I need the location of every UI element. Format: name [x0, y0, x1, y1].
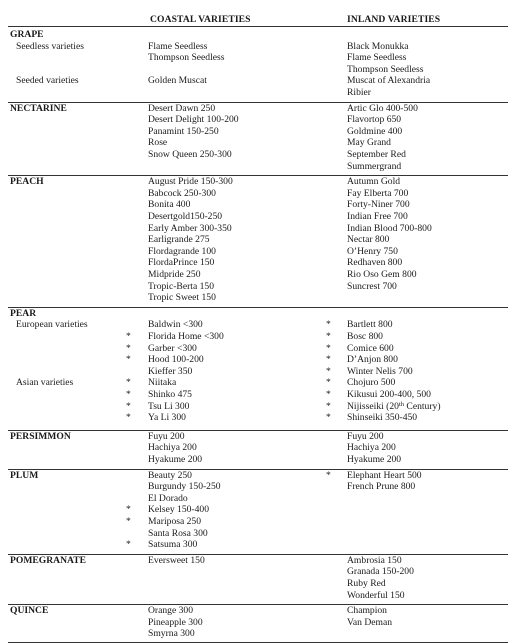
- inland-variety-text: D’Anjon 800: [347, 354, 398, 365]
- variety-row: [0, 590, 520, 602]
- coastal-variety: Kieffer 350: [148, 366, 193, 377]
- variety-group-label: Asian varieties: [16, 377, 74, 388]
- coastal-variety: Kelsey 150-400: [148, 504, 210, 515]
- inland-variety: [347, 234, 389, 246]
- inland-variety: [347, 137, 391, 149]
- superscript-ordinal: th: [398, 401, 405, 408]
- inland-variety-text: Hyakume 200: [347, 454, 402, 465]
- variety-row: [0, 354, 520, 366]
- inland-variety-text: Van Deman: [347, 617, 393, 628]
- variety-row: [0, 75, 520, 87]
- inland-variety: [347, 269, 417, 281]
- inland-asterisk-mark: *: [326, 389, 331, 400]
- coastal-variety: El Dorado: [148, 493, 188, 504]
- fruit-category-label: QUINCE: [10, 605, 49, 616]
- inland-variety-text: Elephant Heart 500: [347, 470, 422, 481]
- variety-row: [0, 377, 520, 389]
- coastal-variety: Pineapple 300: [148, 617, 203, 628]
- inland-variety: [347, 590, 405, 602]
- inland-variety: [347, 257, 402, 269]
- variety-row: [0, 199, 520, 211]
- coastal-variety: August Pride 150-300: [148, 176, 233, 187]
- inland-variety-text: Thompson Seedless: [347, 64, 424, 75]
- inland-variety-text: Ribier: [347, 87, 371, 98]
- inland-asterisk-mark: *: [326, 366, 331, 377]
- inland-variety: [347, 161, 401, 173]
- coastal-variety: Thompson Seedless: [148, 52, 225, 63]
- fruit-category-label: PLUM: [10, 470, 39, 481]
- inland-variety-text: Flavortop 650: [347, 114, 402, 125]
- inland-asterisk-mark: *: [326, 354, 331, 365]
- variety-row: [0, 628, 520, 640]
- coastal-variety: Desert Delight 100-200: [148, 114, 239, 125]
- inland-variety-text: Granada 150-200: [347, 566, 414, 577]
- coastal-variety: Midpride 250: [148, 269, 201, 280]
- variety-row: [0, 331, 520, 343]
- coastal-variety: Snow Queen 250-300: [148, 149, 232, 160]
- inland-variety: [347, 52, 406, 64]
- coastal-variety: Mariposa 250: [148, 516, 202, 527]
- fruit-section-row: [0, 29, 520, 41]
- coastal-variety: Ya Li 300: [148, 412, 186, 423]
- inland-variety: [347, 354, 398, 366]
- fruit-category-label: PEACH: [10, 176, 44, 187]
- coastal-variety: Tropic-Berta 150: [148, 281, 214, 292]
- coastal-variety: Fuyu 200: [148, 431, 185, 442]
- inland-variety-text: Nectar 800: [347, 234, 390, 245]
- inland-variety: [347, 176, 400, 188]
- coastal-variety: Earligrande 275: [148, 234, 210, 245]
- coastal-asterisk-mark: *: [126, 412, 131, 423]
- inland-variety: [347, 331, 383, 343]
- coastal-variety: Santa Rosa 300: [148, 528, 208, 539]
- inland-variety-text: Artic Glo 400-500: [347, 103, 418, 114]
- variety-row: [0, 578, 520, 590]
- inland-variety: [347, 149, 406, 161]
- inland-variety-tail: Century): [404, 401, 441, 412]
- inland-variety: [347, 389, 431, 401]
- inland-variety: [347, 319, 393, 331]
- coastal-variety: Flame Seedless: [148, 41, 208, 52]
- fruit-category-label: PERSIMMON: [10, 431, 71, 442]
- variety-row: [0, 161, 520, 173]
- inland-variety-text: Autumn Gold: [347, 176, 401, 187]
- inland-variety: [347, 481, 415, 493]
- inland-variety-text: Goldmine 400: [347, 126, 403, 137]
- inland-variety-text: Muscat of Alexandria: [347, 75, 431, 86]
- variety-group-label: European varieties: [16, 319, 88, 330]
- inland-variety-text: Indian Free 700: [347, 211, 408, 222]
- variety-row: [0, 504, 520, 516]
- variety-group-label: Seedless varieties: [16, 41, 84, 52]
- inland-variety-text: Fuyu 200: [347, 431, 384, 442]
- coastal-variety: FlordaPrince 150: [148, 257, 215, 268]
- variety-row: [0, 539, 520, 551]
- inland-variety: [347, 87, 371, 99]
- coastal-variety: Bonita 400: [148, 199, 191, 210]
- coastal-asterisk-mark: *: [126, 516, 131, 527]
- inland-variety-text: Fay Elberta 700: [347, 188, 409, 199]
- inland-variety-text: Indian Blood 700-800: [347, 223, 432, 234]
- inland-variety: [347, 454, 401, 466]
- inland-variety: [347, 412, 417, 424]
- inland-variety-text: Winter Nelis 700: [347, 366, 413, 377]
- inland-variety-text: Ambrosia 150: [347, 555, 402, 566]
- variety-row: [0, 442, 520, 454]
- coastal-variety: Hyakume 200: [148, 454, 203, 465]
- inland-variety-text: May Grand: [347, 137, 391, 148]
- variety-row: [0, 412, 520, 424]
- header-inland-varieties: INLAND VARIETIES: [347, 14, 441, 25]
- inland-variety-text: Comice 600: [347, 343, 394, 354]
- inland-asterisk-mark: *: [326, 470, 331, 481]
- coastal-variety: Flordagrande 100: [148, 246, 216, 257]
- coastal-variety: Desertgold150-250: [148, 211, 223, 222]
- inland-variety: [347, 377, 395, 389]
- inland-variety-text: Kikusui 200-400, 500: [347, 389, 431, 400]
- coastal-variety: Tropic Sweet 150: [148, 292, 216, 303]
- inland-variety: [347, 199, 410, 211]
- variety-row: [0, 516, 520, 528]
- inland-variety-text: Summergrand: [347, 161, 402, 172]
- inland-variety: [347, 442, 396, 454]
- coastal-variety: Orange 300: [148, 605, 194, 616]
- coastal-asterisk-mark: *: [126, 343, 131, 354]
- coastal-asterisk-mark: *: [126, 504, 131, 515]
- inland-variety-text: Wonderful 150: [347, 590, 405, 601]
- variety-row: [0, 149, 520, 161]
- inland-variety: [347, 75, 430, 87]
- variety-row: [0, 566, 520, 578]
- inland-variety-text: September Red: [347, 149, 406, 160]
- coastal-variety: Eversweet 150: [148, 555, 205, 566]
- inland-asterisk-mark: *: [326, 377, 331, 388]
- variety-row: [0, 234, 520, 246]
- inland-variety-text: Nijisseiki (20: [347, 401, 399, 412]
- coastal-variety: Early Amber 300-350: [148, 223, 232, 234]
- fruit-category-label: PEAR: [10, 308, 37, 319]
- variety-row: [0, 481, 520, 493]
- fruit-section-row: [0, 176, 520, 188]
- coastal-variety: Shinko 475: [148, 389, 192, 400]
- inland-asterisk-mark: *: [326, 331, 331, 342]
- inland-asterisk-mark: *: [326, 343, 331, 354]
- inland-variety: [347, 114, 401, 126]
- coastal-asterisk-mark: *: [126, 401, 131, 412]
- inland-asterisk-mark: *: [326, 319, 331, 330]
- coastal-variety: Babcock 250-300: [148, 188, 216, 199]
- inland-variety-text: Flame Seedless: [347, 52, 407, 63]
- inland-variety: [347, 566, 414, 578]
- header-coastal-varieties: COASTAL VARIETIES: [150, 14, 251, 25]
- variety-row: [0, 454, 520, 466]
- variety-row: [0, 87, 520, 99]
- inland-variety-text: Black Monukka: [347, 41, 409, 52]
- variety-row: [0, 114, 520, 126]
- inland-variety-text: Redhaven 800: [347, 257, 403, 268]
- inland-variety-text: Bartlett 800: [347, 319, 393, 330]
- coastal-variety: Panamint 150-250: [148, 126, 219, 137]
- fruit-category-label: GRAPE: [10, 29, 44, 40]
- variety-row: [0, 319, 520, 331]
- coastal-variety: Desert Dawn 250: [148, 103, 216, 114]
- inland-variety-text: Ruby Red: [347, 578, 386, 589]
- coastal-variety: Smyrna 300: [148, 628, 195, 639]
- inland-variety-text: O’Henry 750: [347, 246, 398, 257]
- variety-group-label: Seeded varieties: [16, 75, 79, 86]
- inland-variety-text: French Prune 800: [347, 481, 416, 492]
- variety-row: [0, 389, 520, 401]
- coastal-variety: Rose: [148, 137, 168, 148]
- coastal-variety: Florida Home <300: [148, 331, 224, 342]
- coastal-variety: Hood 100-200: [148, 354, 204, 365]
- inland-variety-text: Champion: [347, 605, 387, 616]
- fruit-category-label: POMEGRANATE: [10, 555, 87, 566]
- inland-variety-text: Suncrest 700: [347, 281, 397, 292]
- coastal-asterisk-mark: *: [126, 377, 131, 388]
- fruit-section-row: [0, 605, 520, 617]
- variety-row: [0, 292, 520, 304]
- coastal-variety: Garber <300: [148, 343, 197, 354]
- variety-row: [0, 52, 520, 64]
- inland-variety: [347, 578, 386, 590]
- coastal-variety: Niitaka: [148, 377, 177, 388]
- inland-variety-text: Chojuro 500: [347, 377, 396, 388]
- coastal-variety: Satsuma 300: [148, 539, 198, 550]
- variety-row: [0, 257, 520, 269]
- fruit-category-label: NECTARINE: [10, 103, 67, 114]
- coastal-variety: Hachiya 200: [148, 442, 197, 453]
- variety-row: [0, 211, 520, 223]
- inland-asterisk-mark: *: [326, 412, 331, 423]
- variety-row: [0, 269, 520, 281]
- coastal-variety: Baldwin <300: [148, 319, 203, 330]
- inland-variety: [347, 605, 387, 617]
- inland-variety-text: Shinseiki 350-450: [347, 412, 418, 423]
- inland-variety-text: Forty-Niner 700: [347, 199, 410, 210]
- header-rule: [8, 26, 508, 27]
- coastal-variety: Golden Muscat: [148, 75, 207, 86]
- inland-variety: [347, 211, 408, 223]
- variety-row: [0, 137, 520, 149]
- inland-variety-text: Hachiya 200: [347, 442, 396, 453]
- coastal-asterisk-mark: *: [126, 331, 131, 342]
- inland-variety-text: Bosc 800: [347, 331, 383, 342]
- inland-variety-text: Rio Oso Gem 800: [347, 269, 417, 280]
- inland-asterisk-mark: *: [326, 401, 331, 412]
- coastal-variety: Beauty 250: [148, 470, 192, 481]
- coastal-asterisk-mark: *: [126, 539, 131, 550]
- coastal-variety: Tsu Li 300: [148, 401, 190, 412]
- coastal-variety: Burgundy 150-250: [148, 481, 221, 492]
- coastal-asterisk-mark: *: [126, 389, 131, 400]
- coastal-asterisk-mark: *: [126, 354, 131, 365]
